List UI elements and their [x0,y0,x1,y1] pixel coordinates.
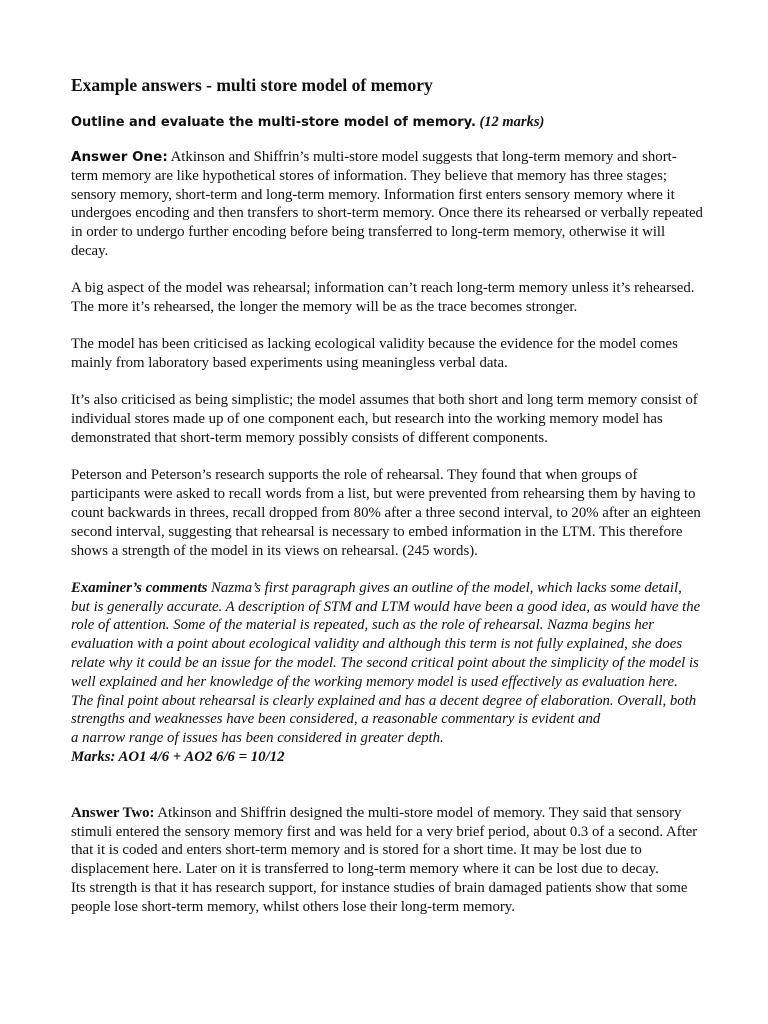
answer-one-paragraph-5: Peterson and Peterson’s research supports the role of rehearsal. They found that when groups of participants were asked to recall words from a list, but were prevented from rehearsing them by having to count backwards in threes, recall dropped from 80% after a three second interval, to 20% after an eighteen second interval, suggesting that rehearsal is necessary to embed information in the LTM. This therefore shows a strength of the model in its views on rehearsal. (245 words). [71,467,701,559]
answer-two-text-1: Atkinson and Shiffrin designed the multi-store model of memory. They said that sensory stimuli entered the sensory memory first and was held for a very brief period, about 0.3 of a second. After that it is coded and enters short-term memory and is stored for a short time. It may be lost due to displacement here. Later on it is transferred to long-term memory where it can be lost due to decay. [71,804,698,878]
answer-one-label: Answer One: [71,149,168,165]
answer-two-label: Answer Two: [71,804,155,821]
examiner-comments [71,579,703,767]
answer-one-paragraph-1 [71,148,703,261]
question-line [71,112,703,133]
document-page [71,70,703,917]
examiner-comments-label: Examiner’s comments [71,579,208,596]
section-spacer [71,767,703,804]
question-marks: (12 marks) [479,114,545,130]
answer-two-paragraph-2: Its strength is that it has research support, for instance studies of brain damaged patients show that some people lose short-term memory, whilst others lose their long-term memory. [71,880,688,915]
answer-two [71,804,703,917]
examiner-comments-text: Nazma’s first paragraph gives an outline of the model, which lacks some detail, but is generally accurate. A description of STM and LTM would have been a good idea, as would have the role of attention. Some of the material is repeated, such as the role of rehearsal. Nazma begins her evaluation with a point about ecological validity and although this term is not fully explained, she does relate why it could be an issue for the model. The second critical point about the simplicity of the model is well explained and her knowledge of the working memory model is used effectively as evaluation here. The final point about rehearsal is clearly explained and has a decent degree of elaboration. Overall, both strengths and weaknesses have been considered, a reasonable commentary is evident and [71,579,701,728]
examiner-comments-paragraph [71,579,703,729]
answer-one-paragraph-4: It’s also criticised as being simplistic; the model assumes that both short and long term memory consist of individual stores made up of one component each, but research into the working memory model has demonstrated that short-term memory possibly consists of different components. [71,392,698,447]
examiner-marks: Marks: AO1 4/6 + AO2 6/6 = 10/12 [71,749,285,766]
answer-one-paragraph-3: The model has been criticised as lacking ecological validity because the evidence for the model comes mainly from laboratory based experiments using meaningless verbal data. [71,336,678,372]
answer-two-paragraph-1 [71,804,703,879]
answer-one-paragraph-2: A big aspect of the model was rehearsal; information can’t reach long-term memory unless it’s rehearsed. The more it’s rehearsed, the longer the memory will be as the trace becomes stronger. [71,280,695,316]
document-title: Example answers - multi store model of memory [71,75,433,95]
examiner-comments-continued: a narrow range of issues has been considered in greater depth. [71,730,444,747]
question-text: Outline and evaluate the multi-store model of memory. [71,115,476,130]
answer-one-text-1: Atkinson and Shiffrin’s multi-store model suggests that long-term memory and short-term memory are like hypothetical stores of information. They believe that memory has three stages; sensory memory, short-term and long-term memory. Information first enters sensory memory where it undergoes encoding and then transfers to short-term memory. Once there its rehearsed or verbally repeated in order to undergo further encoding before being transferred to long-term memory, otherwise it will decay. [71,149,703,259]
